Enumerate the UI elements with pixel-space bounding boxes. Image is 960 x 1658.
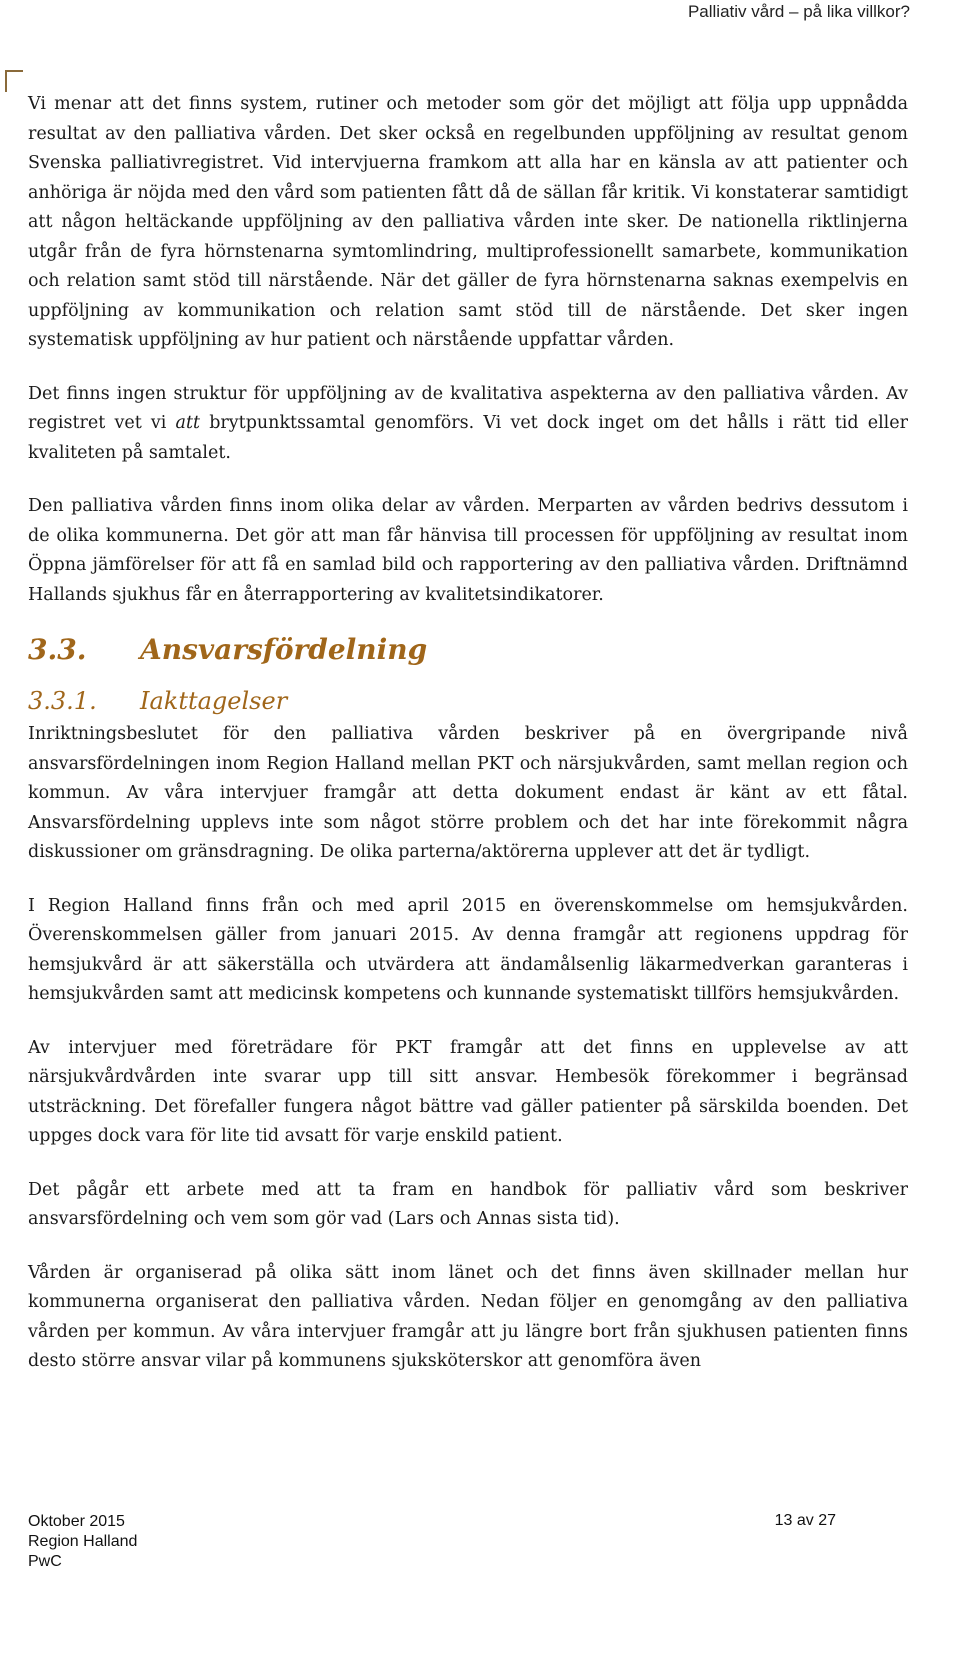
paragraph-text-after: brytpunktssamtal genomförs. Vi vet dock inget om det hålls i rätt tid eller kvaliteten på samtalet. <box>28 413 908 463</box>
document-body <box>28 90 908 1401</box>
subsection-number: 3.3.1. <box>28 687 97 715</box>
corner-mark-decoration <box>5 70 23 92</box>
subsection-title: Iakttagelser <box>140 687 288 715</box>
footer-firm: PwC <box>28 1553 62 1570</box>
paragraph-care-parts: Den palliativa vården finns inom olika delar av vården. Merparten av vården bedrivs dessutom i de olika kommunerna. Det gör att man får hänvisa till processen för uppföljning av resultat inom Öppna jämförelser för att få en samlad bild och rapportering av den palliativa vården. Driftnämnd Hallands sjukhus får en återrapportering av kvalitetsindikatorer. <box>28 496 908 605</box>
section-title: Ansvarsfördelning <box>140 633 428 666</box>
paragraph-followup-systems: Vi menar att det finns system, rutiner och metoder som gör det möjligt att följa upp uppnådda resultat av den palliativa vården. Det sker också en regelbunden uppföljning av resultat genom Svenska palliativregistret. Vid intervjuerna framkom att alla har en känsla av att patienter och anhöriga är nöjda med den vård som patienten fått då de sällan får kritik. Vi konstaterar samtidigt att någon heltäckande uppföljning av den palliativa vården inte sker. De nationella riktlinjerna utgår från de fyra hörnstenarna symtomlindring, multiprofessionellt samarbete, kommunikation och relation samt stöd till närstående. När det gäller de fyra hörnstenarna saknas exempelvis en uppföljning av kommunikation och relation samt stöd till de närstående. Det sker ingen systematisk uppföljning av hur patient och närstående uppfattar vården. <box>28 94 908 350</box>
paragraph-italic-word: att <box>175 413 201 433</box>
section-heading <box>28 630 908 670</box>
paragraph-text-before: Det finns ingen struktur för uppföljning av de kvalitativa aspekterna av den palliativa vården. Av registret vet vi <box>28 383 908 433</box>
paragraph-qualitative-aspects <box>28 380 908 469</box>
paragraph-inriktningsbeslut: Inriktningsbeslutet för den palliativa vården beskriver på en övergripande nivå ansvarsfördelningen inom Region Halland mellan PKT och närsjukvården, samt mellan region och kommun. Av våra intervjuer framgår att detta dokument endast är känt av ett fåtal. Ansvarsfördelning upplevs inte som något större problem och det har inte förekommit några diskussioner om gränsdragning. De olika parterna/aktörerna upplever att det är tydligt. <box>28 724 908 862</box>
footer-organisation: Region Halland <box>28 1533 138 1550</box>
page-number: 13 av 27 <box>774 1512 836 1529</box>
page-footer <box>28 1512 137 1572</box>
paragraph-hemsjukvard-agreement: I Region Halland finns från och med april 2015 en överenskommelse om hemsjukvården. Överenskommelsen gäller from januari 2015. Av denna framgår att regionens uppdrag för hemsjukvård är att säkerställa och utvärdera att ändamålsenlig läkarmedverkan garanteras i hemsjukvården samt att medicinsk kompetens och kunnande systematiskt tillförs hemsjukvården. <box>28 895 908 1004</box>
section-number: 3.3. <box>28 633 87 666</box>
subsection-heading <box>28 684 908 718</box>
paragraph-organisation: Vården är organiserad på olika sätt inom länet och det finns även skillnader mellan hur kommunerna organiserat den palliativa vården. Nedan följer en genomgång av den palliativa vården per kommun. Av våra intervjuer framgår att ju längre bort från sjukhusen patienten finns desto större ansvar vilar på kommunens sjuksköterskor att genomföra även <box>28 1262 908 1371</box>
running-header: Palliativ vård – på lika villkor? <box>687 2 910 21</box>
paragraph-handbook: Det pågår ett arbete med att ta fram en handbok för palliativ vård som beskriver ansvarsfördelning och vem som gör vad (Lars och Annas sista tid). <box>28 1179 908 1229</box>
footer-date: Oktober 2015 <box>28 1513 125 1530</box>
paragraph-pkt-interviews: Av intervjuer med företrädare för PKT framgår att det finns en upplevelse av att närsjukvårdvården inte svarar upp till sitt ansvar. Hembesök förekommer i begränsad utsträckning. Det förefaller fungera något bättre vad gäller patienter på särskilda boenden. Det uppges dock vara för lite tid avsatt för varje enskild patient. <box>28 1037 908 1146</box>
